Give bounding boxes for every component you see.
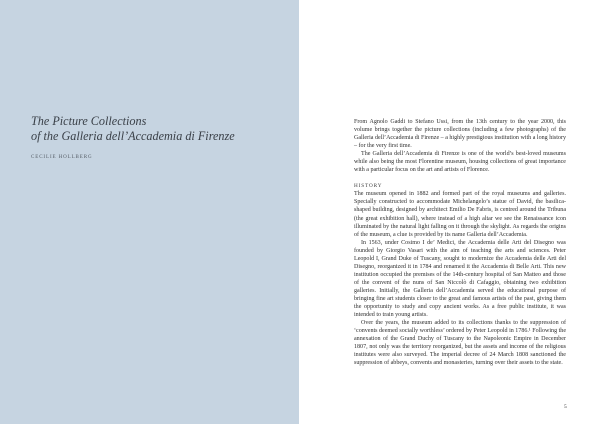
- title-line-2: of the Galleria dell’Accademia di Firenze: [31, 128, 235, 143]
- left-page: [0, 0, 299, 424]
- page-number: 5: [564, 404, 567, 410]
- body-text: [354, 118, 566, 367]
- history-paragraph-2: In 1563, under Cosimo I de’ Medici, the Accademia delle Arti del Disegno was founded by Giorgio Vasari with the aim of teaching the arts and sciences. Peter Leopold I, Grand Duke of Tuscany, sought to modernize the Accademia delle Arti del Disegno, reorganized it in 1784 and renamed it the Accademia di Belle Arti. This new institution occupied the premises of the 14th-century hospital of San Matteo and those of the convent of the nuns of San Niccolò di Cafaggio, obtaining two exhibition galleries. Initially, the Galleria dell’Accademia served the educational purpose of bringing fine art students closer to the great and famous artists of the past, giving them the opportunity to study and copy ancient works. As a free public institute, it was intended to train young artists.: [354, 239, 566, 319]
- intro-paragraph-1: From Agnolo Gaddi to Stefano Ussi, from the 13th century to the year 2000, this volume brings together the picture collections (including a few photographs) of the Galleria dell’Accademia di Firenze – a highly prestigious institution with a long history – for the very first time.: [354, 119, 566, 150]
- title-line-1: The Picture Collections: [31, 114, 147, 128]
- history-paragraph-3: Over the years, the museum added to its collections thanks to the suppression of ‘convents deemed socially worthless’ ordered by Peter Leopold in 1786.¹ Following the annexation of the Grand Duchy of Tuscany to the Napoleonic Empire in December 1807, not only was the territory reorganized, but the assets and income of the religious institutes were also surveyed. The imperial decree of 24 March 1808 sanctioned the suppression of abbeys, convents and monasteries, turning over their assets to the state.: [354, 320, 566, 367]
- history-paragraph-1: The museum opened in 1882 and formed part of the royal museums and galleries. Specially constructed to accommodate Michelangelo’s statue of David, the basilica-shaped building, designed by architect Emilio De Fabris, is centred around the Tribuna (the great exhibition hall), where instead of a high altar we see the Renaissance icon illuminated by the natural light falling on it through the skylight. As regards the origins of the museum, a clue is provided by its name Galleria dell’Accademia.: [354, 191, 566, 238]
- book-title: [31, 114, 291, 143]
- intro-paragraph-2: The Galleria dell’Accademia di Firenze is one of the world’s best-loved museums while also being the most Florentine museum, housing collections of great importance with a particular focus on the art and artists of Florence.: [354, 151, 566, 174]
- section-heading-history: HISTORY: [354, 183, 383, 190]
- author-name: CECILIE HOLLBERG: [31, 155, 93, 160]
